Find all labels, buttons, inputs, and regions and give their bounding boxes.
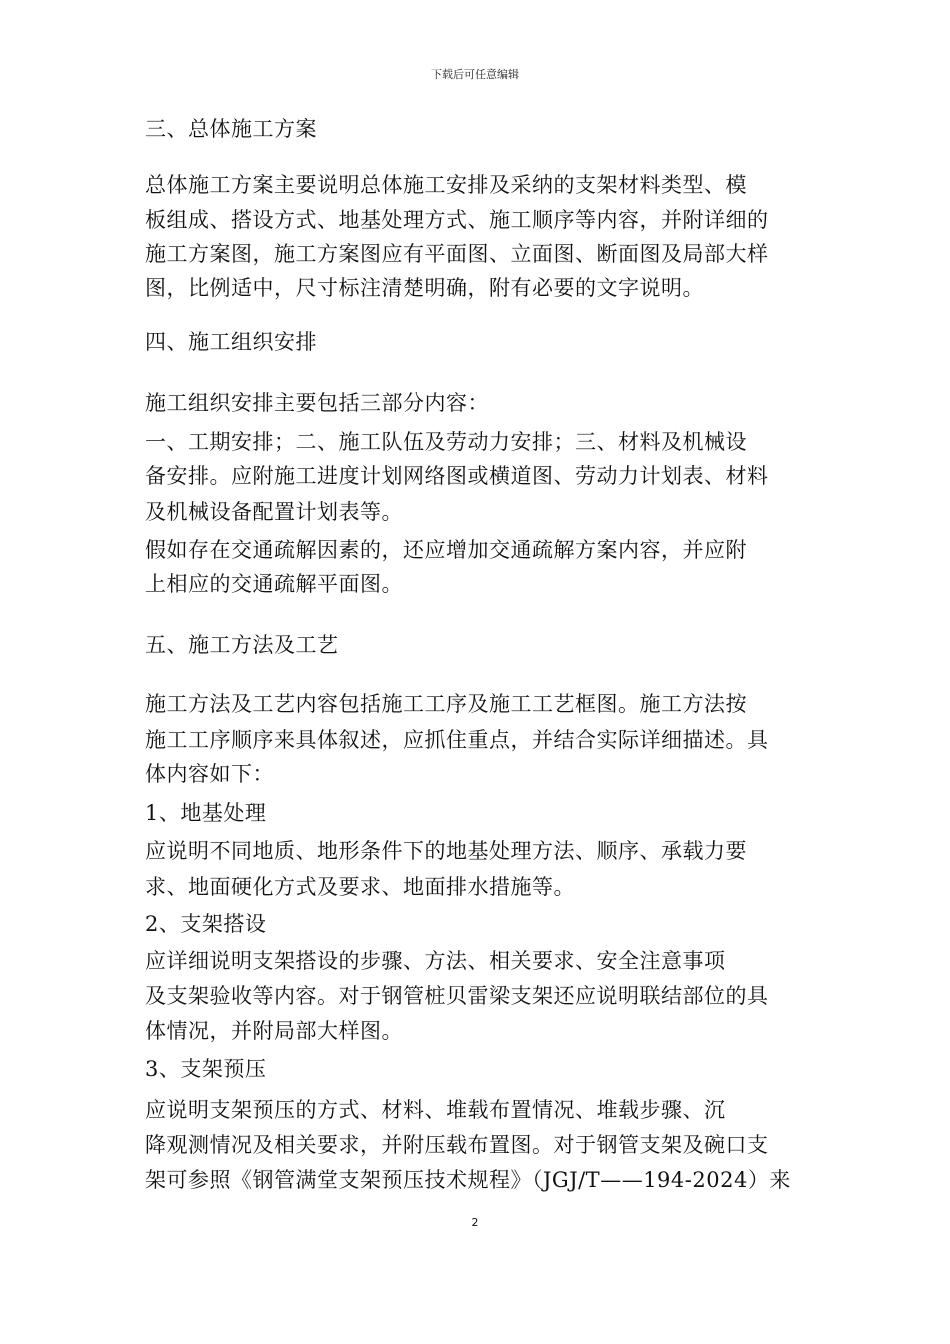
paragraph-line: 架可参照《钢管满堂支架预压技术规程》（JGJ/T——194-2024）来	[145, 1168, 791, 1192]
paragraph-line: 备安排。应附施工进度计划网络图或横道图、劳动力计划表、材料	[145, 464, 769, 488]
paragraph-line: 图，比例适中，尺寸标注清楚明确，附有必要的文字说明。	[145, 276, 704, 300]
paragraph-line: 施工工序顺序来具体叙述，应抓住重点，并结合实际详细描述。具	[145, 728, 769, 752]
paragraph-line: 求、地面硬化方式及要求、地面排水措施等。	[145, 875, 575, 899]
paragraph-line: 应说明支架预压的方式、材料、堆载布置情况、堆载步骤、沉	[145, 1098, 726, 1122]
paragraph-line: 施工方法及工艺内容包括施工工序及施工工艺框图。施工方法按	[145, 692, 747, 716]
subheading-1: 1、地基处理	[145, 801, 267, 825]
paragraph-line: 上相应的交通疏解平面图。	[145, 572, 403, 596]
paragraph-line: 体情况，并附局部大样图。	[145, 1019, 403, 1043]
subheading-3: 3、支架预压	[145, 1057, 267, 1081]
heading-section-3: 三、总体施工方案	[145, 117, 317, 141]
paragraph-line: 应详细说明支架搭设的步骤、方法、相关要求、安全注意事项	[145, 949, 726, 973]
paragraph-line: 假如存在交通疏解因素的，还应增加交通疏解方案内容，并应附	[145, 538, 747, 562]
paragraph-line: 降观测情况及相关要求，并附压载布置图。对于钢管支架及碗口支	[145, 1133, 769, 1157]
paragraph-line: 总体施工方案主要说明总体施工安排及采纳的支架材料类型、模	[145, 173, 747, 197]
page-header: 下载后可任意编辑	[431, 68, 519, 81]
paragraph-line: 应说明不同地质、地形条件下的地基处理方法、顺序、承载力要	[145, 839, 747, 863]
paragraph-line: 施工组织安排主要包括三部分内容：	[145, 391, 489, 415]
heading-section-4: 四、施工组织安排	[145, 330, 317, 354]
paragraph-line: 及机械设备配置计划表等。	[145, 500, 403, 524]
heading-section-5: 五、施工方法及工艺	[145, 633, 339, 657]
paragraph-line: 体内容如下：	[145, 762, 274, 786]
paragraph-line: 及支架验收等内容。对于钢管桩贝雷梁支架还应说明联结部位的具	[145, 984, 769, 1008]
paragraph-line: 一、工期安排；二、施工队伍及劳动力安排；三、材料及机械设	[145, 430, 747, 454]
paragraph-line: 板组成、搭设方式、地基处理方式、施工顺序等内容，并附详细的	[145, 208, 769, 232]
page-number: 2	[471, 1216, 479, 1229]
subheading-2: 2、支架搭设	[145, 912, 267, 936]
paragraph-line: 施工方案图，施工方案图应有平面图、立面图、断面图及局部大样	[145, 242, 769, 266]
